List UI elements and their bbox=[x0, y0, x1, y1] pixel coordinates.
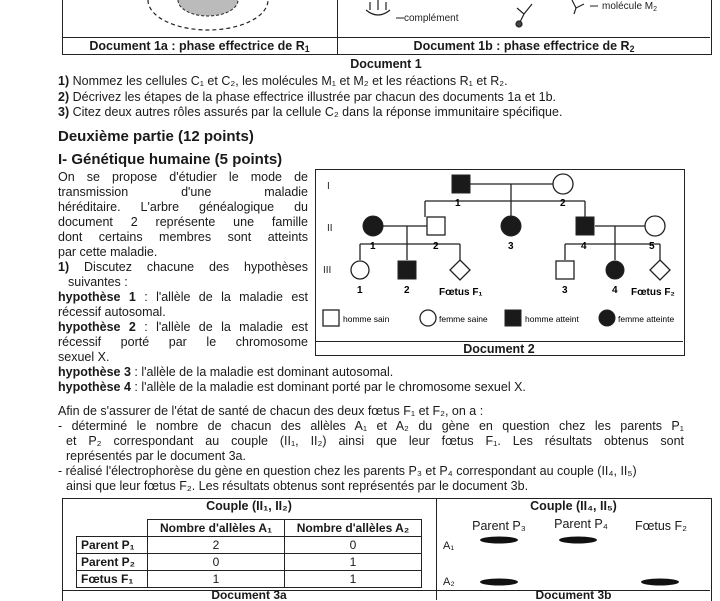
svg-text:femme atteinte: femme atteinte bbox=[618, 314, 675, 324]
table-row: Fœtus F₁ 1 1 bbox=[77, 571, 422, 588]
gen1-female-healthy bbox=[553, 174, 573, 194]
doc3b-col-f2: Fœtus F₂ bbox=[634, 519, 688, 533]
intro-text: On se propose d'étudier le mode de transmission d'une maladie héréditaire. L'arbre généalogique du document 2 représente une famille dont certains membres sont atteints par cette maladie. 1) Discutez chacune des hypothèses suivantes : hypothèse 1 : l'allèle de la maladie est récessif autosomal. hypothèse 2 : l'allèle de la maladie est récessif porté par le chromosome sexuel X. bbox=[58, 170, 308, 364]
gen2-4-male-affected bbox=[576, 217, 594, 235]
gen-label-I: I bbox=[327, 181, 330, 192]
legend-female-affected-icon bbox=[599, 310, 615, 326]
doc3a-caption: Document 3a bbox=[211, 591, 287, 600]
question-2: 2) Décrivez les étapes de la phase effectrice illustrée par chacun des documents 1a et 1b. bbox=[58, 90, 556, 104]
label-complement: complément bbox=[404, 13, 459, 24]
hypotheses-3-4: hypothèse 3 : l'allèle de la maladie est dominant autosomal. hypothèse 4 : l'allèle de la maladie est dominant porté par le chromosome sexuel X. bbox=[58, 365, 526, 394]
doc3a-col-a1: Nombre d'allèles A₁ bbox=[148, 520, 285, 537]
doc3a-header: Couple (II₁, II₂) bbox=[206, 499, 292, 513]
question-1: 1) Nommez les cellules C₁ et C₂, les molécules M₁ et M₂ et les réactions R₁ et R₂. bbox=[58, 74, 508, 88]
document-1-caption-rule bbox=[62, 37, 710, 38]
question-3: 3) Citez deux autres rôles assurés par la cellule C₂ dans la réponse immunitaire spécifique. bbox=[58, 105, 563, 119]
svg-text:homme atteint: homme atteint bbox=[525, 314, 579, 324]
svg-text:Fœtus F₂: Fœtus F₂ bbox=[631, 287, 675, 298]
svg-text:4: 4 bbox=[612, 285, 618, 296]
gen2-2-male-healthy bbox=[427, 217, 445, 235]
document-1a-cell-figure bbox=[148, 0, 268, 30]
gen3-1-female-healthy bbox=[351, 261, 369, 279]
pedigree-chart bbox=[315, 169, 683, 341]
svg-text:4: 4 bbox=[581, 241, 587, 252]
document-1b-figure bbox=[366, 0, 598, 27]
document-1-title: Document 1 bbox=[350, 57, 422, 71]
doc3b-col-p3: Parent P₃ bbox=[472, 519, 526, 533]
doc3a-col-a2: Nombre d'allèles A₂ bbox=[284, 520, 421, 537]
generation-labels bbox=[323, 181, 333, 276]
svg-text:homme sain: homme sain bbox=[343, 314, 390, 324]
doc3b-col-p4: Parent P₄ bbox=[554, 517, 608, 531]
gen1-male-affected bbox=[452, 175, 470, 193]
svg-text:1: 1 bbox=[370, 241, 376, 252]
svg-text:Fœtus F₁: Fœtus F₁ bbox=[439, 287, 483, 298]
svg-text:3: 3 bbox=[508, 241, 514, 252]
document-2-caption: Document 2 bbox=[315, 341, 683, 358]
gen3-3-male-healthy bbox=[556, 261, 574, 279]
gen-label-III: III bbox=[323, 265, 332, 276]
gen3-2-male-affected bbox=[398, 261, 416, 279]
svg-text:2: 2 bbox=[560, 198, 566, 209]
gen3-foetus-f2 bbox=[650, 260, 670, 280]
electrophoresis-bands bbox=[437, 530, 710, 590]
table-row: Parent P₁ 2 0 bbox=[77, 537, 422, 554]
table-row: Parent P₂ 0 1 bbox=[77, 554, 422, 571]
doc3b-header: Couple (II₄, II₅) bbox=[530, 499, 617, 513]
svg-text:3: 3 bbox=[562, 285, 568, 296]
afin-paragraph: Afin de s'assurer de l'état de santé de chacun des deux fœtus F₁ et F₂, on a : - déterminé le nombre de chacun des allèles A₁ et A₂ du gène en question chez les parents P₁ et P₂ correspondant au couple (II₁, II₂) ainsi que leur fœtus F₁. Les résultats obtenus sont représentés par le document 3a. - réalisé l'électrophorèse du gène en question chez les parents P₃ et P₄ correspondant au couple (II₄, II₅) ainsi que leur fœtus F₂. Les résultats obtenus sont représentés par le document 3b. bbox=[58, 404, 684, 493]
gen-label-II: II bbox=[327, 223, 333, 234]
label-molecule-m2: molécule $M_2$ bbox=[602, 1, 658, 13]
band-A₂-1 bbox=[480, 579, 518, 586]
band-A₁-1 bbox=[480, 537, 518, 544]
doc3b-row-a1: A₁ bbox=[443, 540, 455, 552]
gen2-3-female-affected bbox=[501, 216, 521, 236]
gen3-foetus-f1 bbox=[450, 260, 470, 280]
svg-text:2: 2 bbox=[433, 241, 439, 252]
svg-text:5: 5 bbox=[649, 241, 655, 252]
doc3a-table bbox=[76, 519, 422, 588]
document-1b-caption: Document 1b : phase effectrice de $R_2$ bbox=[413, 39, 635, 54]
document-1-figures bbox=[62, 0, 710, 37]
svg-text:1: 1 bbox=[455, 198, 461, 209]
section-title: I- Génétique humaine (5 points) bbox=[58, 151, 283, 168]
svg-text:1: 1 bbox=[357, 285, 363, 296]
band-A₂-3 bbox=[641, 579, 679, 586]
legend-female-healthy-icon bbox=[420, 310, 436, 326]
gen3-4-female-affected bbox=[606, 261, 624, 279]
svg-text:2: 2 bbox=[404, 285, 410, 296]
doc3b-caption: Document 3b bbox=[535, 591, 612, 600]
part-2-title: Deuxième partie (12 points) bbox=[58, 128, 254, 145]
legend-male-healthy-icon bbox=[323, 310, 339, 326]
gen2-5-female-healthy bbox=[645, 216, 665, 236]
svg-text:femme saine: femme saine bbox=[439, 314, 488, 324]
document-1a-caption: Document 1a : phase effectrice de $R_1$ bbox=[89, 39, 310, 54]
band-A₁-2 bbox=[559, 537, 597, 544]
doc3b-row-a2: A₂ bbox=[443, 576, 455, 588]
gen2-1-female-affected bbox=[363, 216, 383, 236]
legend-male-affected-icon bbox=[505, 310, 521, 326]
